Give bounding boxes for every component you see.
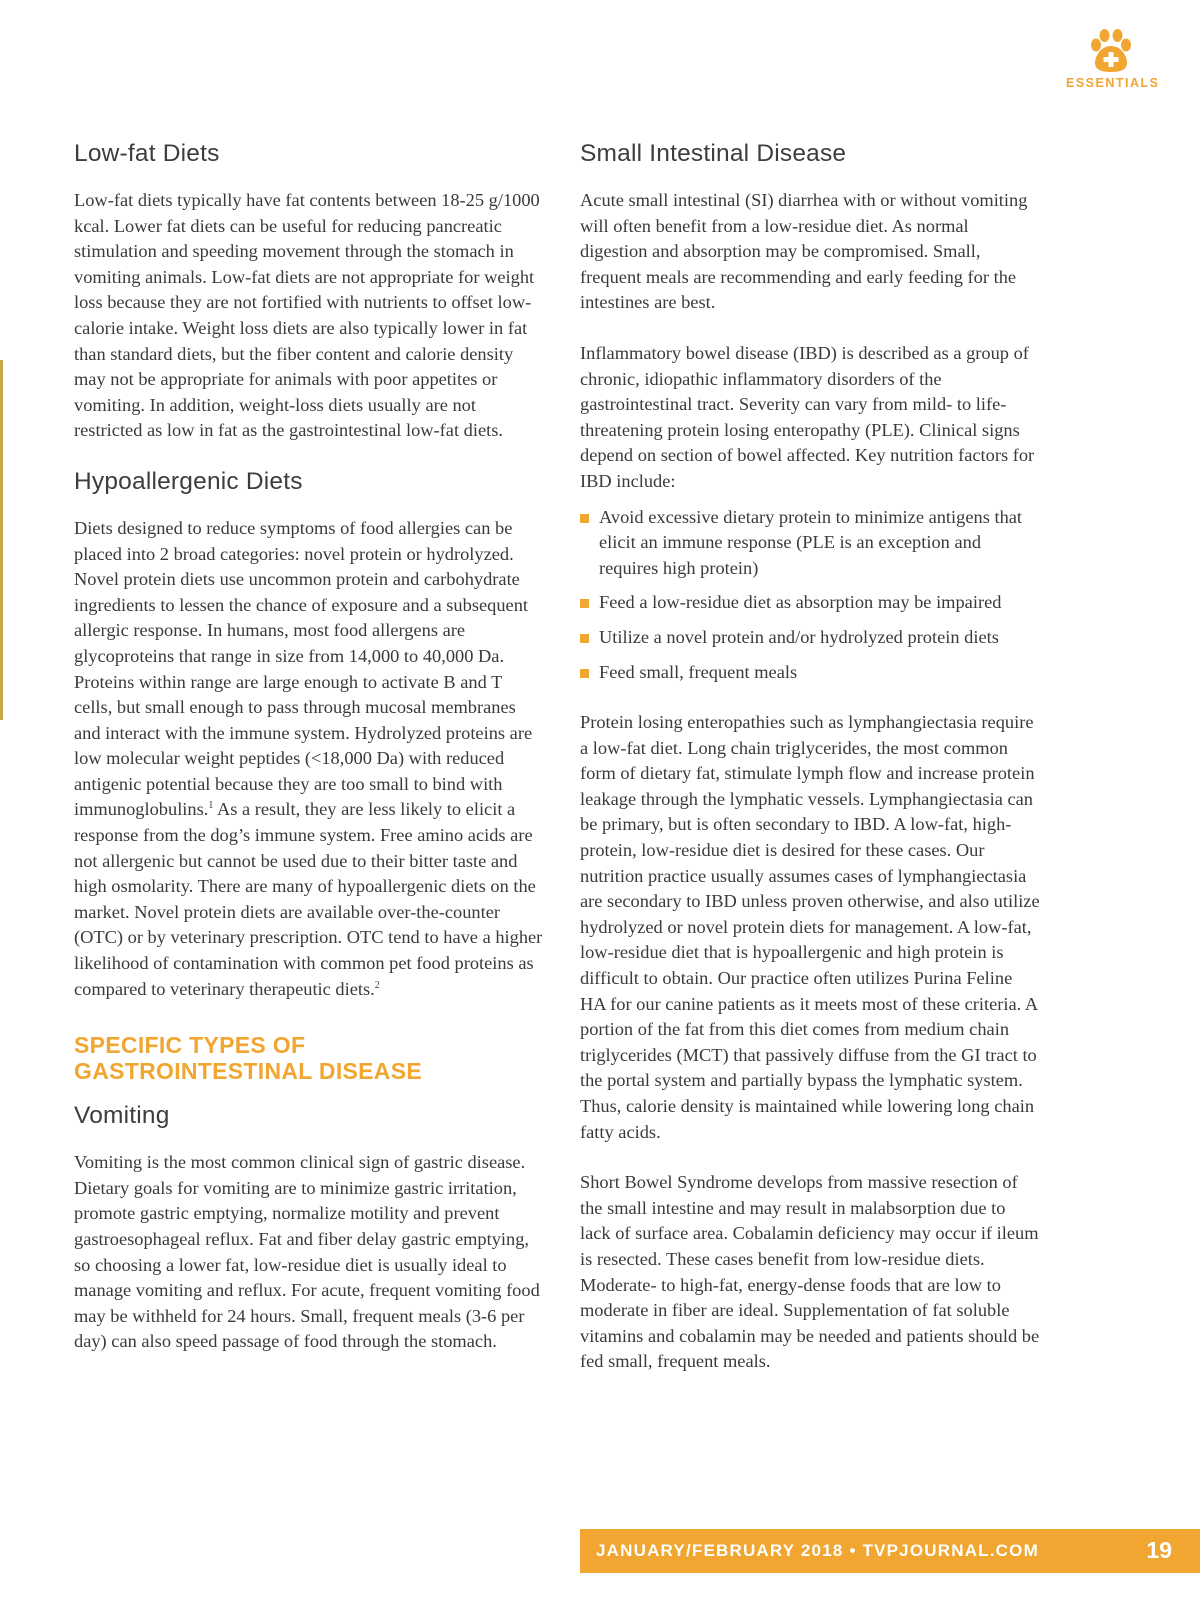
category-heading: SPECIFIC TYPES OF GASTROINTESTINAL DISEASE [74,1032,422,1085]
si-paragraph-short-bowel: Short Bowel Syndrome develops from massive resection of the small intestine and may result in malabsorption due to lack of surface area. Cobalamin deficiency may occur if ileum is resected. These cases benefit from low-residue diets. Moderate- to high-fat, energy-dense foods that are low to moderate in fiber are ideal. Supplementation of fat soluble vitamins and cobalamin may be needed and patients should be fed small, frequent meals. [580,1172,1040,1372]
lowfat-heading: Low-fat Diets [74,140,220,167]
section-label: ESSENTIALS [1066,76,1160,90]
list-item: Feed a low-residue diet as absorption may be impaired [580,590,1040,616]
reference-1: 1 [208,800,214,812]
issue-and-website: JANUARY/FEBRUARY 2018 • TVPJOURNAL.COM [596,1541,1039,1560]
essentials-logo [1066,28,1160,90]
bullet-square-icon [580,599,589,608]
bullet-square-icon [580,514,589,523]
list-item: Utilize a novel protein and/or hydrolyzed protein diets [580,625,1040,651]
small-intestinal-heading: Small Intestinal Disease [580,140,847,167]
lowfat-paragraph: Low-fat diets typically have fat contents between 18-25 g/1000 kcal. Lower fat diets can be useful for reducing pancreatic stimulation and speeding movement through the stomach in vomiting animals. Low-fat diets are not appropriate for weight loss because they are not fortified with nutrients to offset low-calorie intake. Weight loss diets are also typically lower in fat than standard diets, but the fiber content and calorie density may not be appropriate for animals with poor appetites or vomiting. In addition, weight-loss diets usually are not restricted as low in fat as the gastrointestinal low-fat diets. [74,190,540,441]
reference-2: 2 [374,979,380,991]
list-item: Feed small, frequent meals [580,660,1040,686]
si-paragraph-ple: Protein losing enteropathies such as lymphangiectasia require a low-fat diet. Long chain triglycerides, the most common form of dietary fat, stimulate lymph flow and increase protein leakage through the lymphatic vessels. Lymphangiectasia can be primary, but is often secondary to IBD. A low-fat, high-protein, low-residue diet is desired for these cases. Our nutrition practice usually assumes cases of lymphangiectasia are secondary to IBD unless proven otherwise, and also utilize hydrolyzed or novel protein diets for management. A low-fat, low-residue diet that is hypoallergenic and high protein is difficult to obtain. Our practice often utilizes Purina Feline HA for our canine patients as it meets most of these criteria. A portion of the fat from this diet comes from medium chain triglycerides (MCT) that passively diffuse from the GI tract to the portal system and partially bypass the lymphatic system. Thus, calorie density is maintained while lowering long chain fatty acids. [580,712,1040,1142]
page-footer [580,1529,1200,1573]
page-number: 19 [1146,1537,1172,1563]
bullet-square-icon [580,634,589,643]
bullet-square-icon [580,669,589,678]
si-paragraph-acute: Acute small intestinal (SI) diarrhea with or without vomiting will often benefit from a low-residue diet. As normal digestion and absorption may be compromised. Small, frequent meals are recommending and early feeding for the intestines are best. [580,190,1028,313]
hypoallergenic-heading: Hypoallergenic Diets [74,467,303,495]
paw-plus-icon [1088,28,1134,74]
vomiting-paragraph: Vomiting is the most common clinical sign of gastric disease. Dietary goals for vomiting are to minimize gastric irritation, promote gastric emptying, normalize motility and prevent gastroesophageal reflux. Fat and fiber delay gastric emptying, so choosing a lower fat, low-residue diet is usually ideal to manage vomiting and reflux. For acute, frequent vomiting food may be withheld for 24 hours. Small, frequent meals (3-6 per day) can also speed passage of food through the stomach. [74,1152,540,1352]
hypoallergenic-paragraph [74,516,544,1002]
hypo-text-part-1: Diets designed to reduce symptoms of food allergies can be placed into 2 broad categories: novel protein or hydrolyzed. Novel protein diets use uncommon protein and carbohydrate ingredients to lessen the chance of exposure and a subsequent allergic response. In humans, most food allergens are glycoproteins that range in size from 14,000 to 40,000 Da. Proteins within range are large enough to activate B and T cells, but small enough to pass through mucosal membranes and interact with the immune system. Hydrolyzed proteins are low molecular weight peptides (<18,000 Da) with reduced antigenic potential because they are too small to bind with immunoglobulins. [74,517,533,820]
si-paragraph-ibd: Inflammatory bowel disease (IBD) is described as a group of chronic, idiopathic inflammatory disorders of the gastrointestinal tract. Severity can vary from mild- to life-threatening protein losing enteropathy (PLE). Clinical signs depend on section of bowel affected. Key nutrition factors for IBD include: [580,342,1035,491]
page-edge-strip [0,360,3,720]
list-item: Avoid excessive dietary protein to minimize antigens that elicit an immune response (PLE is an exception and requires high protein) [580,505,1040,582]
vomiting-heading: Vomiting [74,1102,170,1130]
hypo-text-part-2: As a result, they are less likely to elicit a response from the dog’s immune system. Free amino acids are not allergenic but cannot be used due to their bitter taste and high osmolarity. There are many of hypoallergenic diets on the market. Novel protein diets are available over-the-counter (OTC) or by veterinary prescription. OTC tend to have a higher likelihood of contamination with common pet food proteins as compared to veterinary therapeutic diets. [74,799,543,999]
left-column [74,140,544,1355]
right-column [580,140,1040,1375]
ibd-factors-list [580,505,1040,686]
